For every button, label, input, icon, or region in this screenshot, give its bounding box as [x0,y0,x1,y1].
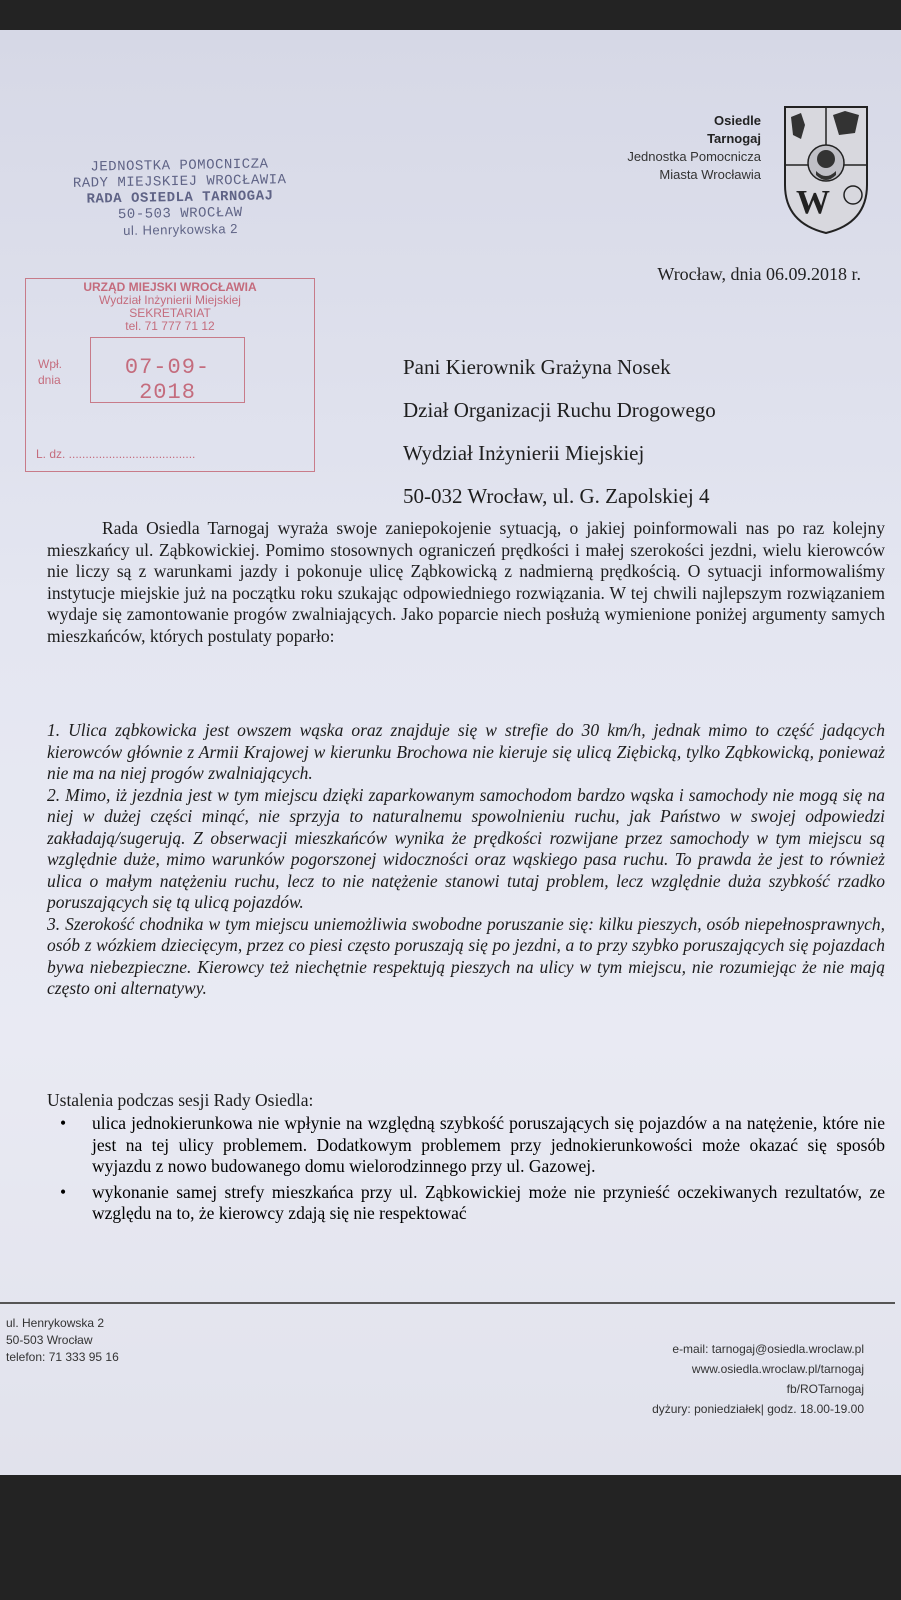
receipt-stamp-line-4: tel. 71 777 71 12 [125,319,215,333]
recipient-line-2: Dział Organizacji Ruchu Drogowego [403,398,716,422]
argument-2: 2. Mimo, iż jezdnia jest w tym miejscu dzięki zaparkowanym samochodom bardzo wąska i samochody nie mogą się na niej w dużej części minąć, nie sprzyja to naturalnemu spowolnieniu ruchu, jak Państwo w swojej odpowiedzi zakładają/sugerują. Z obserwacji mieszkańców wynika że prędkości rozwijane przez samochody w tym miejscu są względnie duże, mimo warunków pogorszonej widoczności oraz wąskiego pasa ruchu. To prawda że jest to również ulica o małym natężeniu ruchu, lecz to nie natężenie stanowi tutaj problem, lecz względnie duża szybkość rzadko poruszających się tą ulicą pojazdów. [47,784,885,912]
recipient-address [403,346,716,518]
footer-address-line-2: 50-503 Wrocław [6,1333,93,1347]
arguments-list [47,720,885,1000]
council-stamp-line-1: JEDNOSTKA POMOCNICZA [90,156,269,176]
footer-facebook: fb/ROTarnogaj [786,1382,864,1396]
footer-email: e-mail: tarnogaj@osiedla.wroclaw.pl [672,1342,864,1356]
receipt-stamp-line-1: URZĄD MIEJSKI WROCŁAWIA [83,280,257,294]
intro-paragraph: Rada Osiedla Tarnogaj wyraża swoje zaniepokojenie sytuacją, o jakiej poinformowali nas po raz kolejny mieszkańcy ul. Ząbkowickiej. Pomimo stosownych ograniczeń prędkości i małej szerokości jezdni, wielu kierowców nie liczy są z warunkami jazdy i pokonuje ulicę Ząbkowicką z nadmierną prędkością. O sytuacji informowaliśmy instytucje miejskie już na początku roku szukając odpowiedniego rozwiązania. W tej chwili najlepszym rozwiązaniem wydaje się zamontowanie progów zwalniających. Jako poparcie niech posłużą wymienione poniżej argumenty samych mieszkańców, których postulaty poparło: [47,518,885,646]
received-date-box [90,337,245,403]
findings-list [60,1113,885,1229]
footer-website: www.osiedla.wroclaw.pl/tarnogaj [691,1362,864,1376]
council-stamp-line-4: 50-503 WROCŁAW [117,204,243,224]
council-stamp-line-3: RADA OSIEDLA TARNOGAJ [86,188,274,208]
footer-address-line-1: ul. Henrykowska 2 [6,1316,105,1330]
received-label-line-1: Wpł. [38,357,62,371]
finding-1: ulica jednokierunkowa nie wpłynie na względną szybkość poruszających się pojazdów a na natężenie, które nie jest na tej ulicy problemem. Dodatkowym problemem przy jednokierunkowości może okazać się sposób wyjazdu z nowo budowanego domu wielorodzinnego przy ul. Gazowej. [92,1113,885,1176]
recipient-line-4: 50-032 Wrocław, ul. G. Zapolskiej 4 [403,484,710,508]
footer-contact [652,1339,864,1419]
recipient-line-3: Wydział Inżynierii Miejskiej [403,441,645,465]
footer-address [6,1315,119,1366]
finding-2: wykonanie samej strefy mieszkańca przy ul. Ząbkowickiej może nie przynieść oczekiwanych rezultatów, ze względu na to, że kierowcy zdają się nie respektować [92,1181,885,1223]
receipt-stamp-line-2: Wydział Inżynierii Miejskiej [99,293,241,307]
receipt-stamp [25,278,315,472]
footer-phone: telefon: 71 333 95 16 [6,1350,119,1364]
bullet-icon: • [60,1181,67,1202]
receipt-stamp-header [26,281,314,333]
received-date: 07-09- 2018 [124,355,211,405]
letter-date: Wrocław, dnia 06.09.2018 r. [657,264,861,284]
recipient-line-1: Pani Kierownik Grażyna Nosek [403,355,671,379]
letterhead-organization [627,112,761,184]
org-subtitle-line-2: Miasta Wrocławia [659,167,761,182]
receipt-stamp-line-3: SEKRETARIAT [129,306,211,320]
org-name-line-2: Tarnogaj [707,131,761,146]
org-subtitle-line-1: Jednostka Pomocnicza [627,149,761,164]
council-stamp [59,156,300,240]
document-number-line: L. dz. ...................................... [36,447,196,461]
list-item [60,1113,885,1178]
crest-letter: W [796,184,830,221]
letter-page [0,30,901,1475]
bullet-icon: • [60,1113,67,1133]
argument-1: 1. Ulica ząbkowicka jest owszem wąska oraz znajduje się w strefie do 30 km/h, jednak mimo to część jadących kierowców głównie z Armii Krajowej w kierunku Brochowa nie kieruje się ulicą Ziębicką, tylko Ząbkowicką, ponieważ nie ma na niej progów zwalniających. [47,720,885,783]
received-label [38,356,62,388]
argument-3: 3. Szerokość chodnika w tym miejscu uniemożliwia swobodne poruszanie się: kilku pieszych, osób niepełnosprawnych, osób z wózkiem dziecięcym, przez co piesi często poruszają się po jezdni, a to przy szybko poruszających się pojazdach bywa niebezpieczne. Kierowcy też niechętnie respektują pieszych na ulicy w tym miejscu, nie rozumiejąc że nie mają często oni alternatywy. [47,913,885,998]
council-stamp-line-2: RADY MIEJSKIEJ WROCŁAWIA [72,172,287,192]
footer-office-hours: dyżury: poniedziałek| godz. 18.00-19.00 [652,1402,864,1416]
wroclaw-crest-icon [783,105,869,235]
findings-heading: Ustalenia podczas sesji Rady Osiedla: [47,1090,314,1110]
footer-divider [0,1302,895,1304]
list-item [60,1182,885,1225]
council-stamp-line-5: ul. Henrykowska 2 [123,220,239,238]
org-name-line-1: Osiedle [714,113,761,128]
received-label-line-2: dnia [38,373,61,387]
